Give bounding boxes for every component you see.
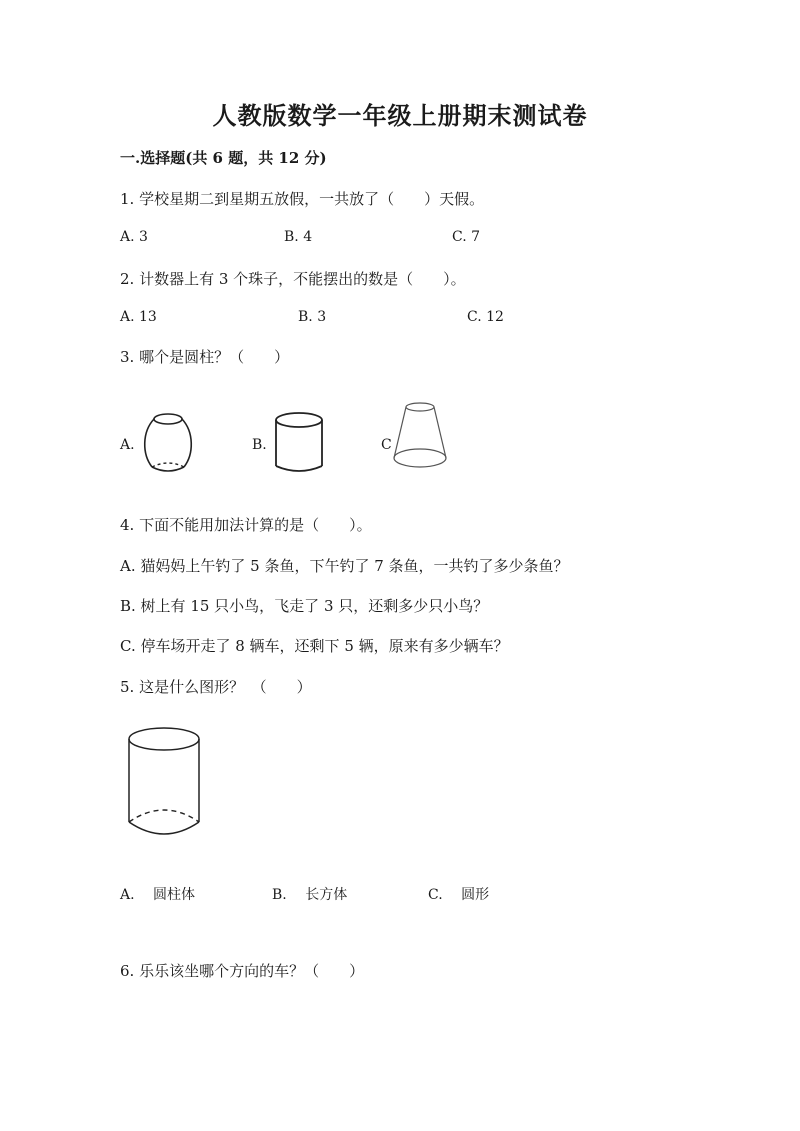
page-title: 人教版数学一年级上册期末测试卷 — [212, 101, 588, 130]
question-2-option-c: C. 12 — [467, 309, 504, 325]
question-1-option-b: B. 4 — [284, 229, 313, 245]
frustum-shape-figure — [390, 400, 452, 474]
barrel-shape-figure — [140, 412, 196, 476]
cylinder-shape-figure — [272, 410, 328, 476]
question-2-stem: 2. 计数器上有 3 个珠子，不能摆出的数是（ ）。 — [120, 270, 466, 288]
cylinder-figure — [124, 724, 204, 842]
question-4-option-a: A. 猫妈妈上午钓了 5 条鱼，下午钓了 7 条鱼，一共钓了多少条鱼？ — [120, 557, 569, 575]
question-3-option-a: A. — [120, 437, 135, 453]
question-2-option-b: B. 3 — [298, 309, 327, 325]
question-2-option-a: A. 13 — [120, 309, 157, 325]
question-5-stem: 5. 这是什么图形？ （ ） — [120, 678, 312, 696]
section-heading: 一.选择题(共 6 题，共 12 分) — [120, 149, 327, 167]
question-4-option-b: B. 树上有 15 只小鸟，飞走了 3 只，还剩多少只小鸟？ — [120, 597, 489, 615]
question-1-option-a: A. 3 — [120, 229, 148, 245]
question-1-option-c: C. 7 — [452, 229, 481, 245]
question-4-stem: 4. 下面不能用加法计算的是（ ）。 — [120, 516, 372, 534]
question-3-stem: 3. 哪个是圆柱？（ ） — [120, 348, 290, 366]
question-3-option-c: C — [381, 437, 392, 453]
question-5-option-b: B. 长方体 — [272, 887, 348, 903]
question-5-option-c: C. 圆形 — [428, 887, 490, 903]
question-5-option-a: A. 圆柱体 — [120, 887, 196, 903]
question-1-stem: 1. 学校星期二到星期五放假，一共放了（ ）天假。 — [120, 190, 485, 208]
question-4-option-c: C. 停车场开走了 8 辆车，还剩下 5 辆，原来有多少辆车？ — [120, 637, 509, 655]
question-6-stem: 6. 乐乐该坐哪个方向的车？（ ） — [120, 962, 365, 980]
question-3-option-b: B. — [252, 437, 267, 453]
